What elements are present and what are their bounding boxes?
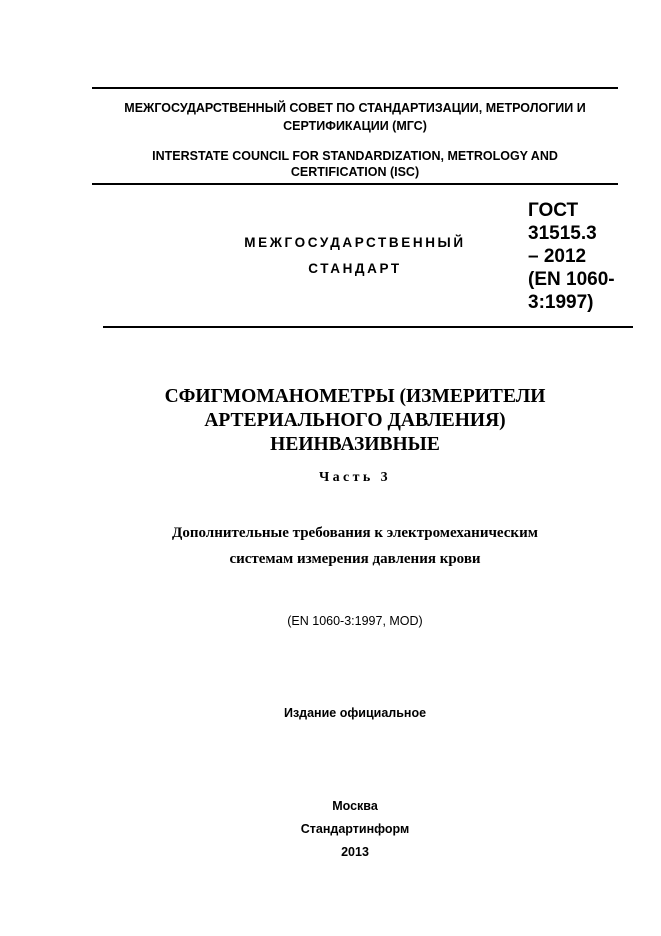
gost-number-line: 31515.3 bbox=[528, 223, 597, 244]
imprint-year: 2013 bbox=[341, 845, 369, 859]
document-title-line3: НЕИНВАЗИВНЫЕ bbox=[270, 434, 440, 455]
gost-number-line: – 2012 bbox=[528, 246, 587, 267]
council-en-line1: INTERSTATE COUNCIL FOR STANDARDIZATION, METROLOGY AND bbox=[152, 149, 558, 163]
gost-number-line: ГОСТ bbox=[528, 200, 579, 221]
gost-number-line: (EN 1060- bbox=[528, 269, 615, 290]
edition-label: Издание официальное bbox=[283, 706, 427, 720]
council-ru-line1: МЕЖГОСУДАРСТВЕННЫЙ СОВЕТ ПО СТАНДАРТИЗАЦИИ, МЕТРОЛОГИИ И bbox=[124, 101, 586, 115]
header-bottom-rule bbox=[92, 183, 618, 185]
standard-label-line1: МЕЖГОСУДАРСТВЕННЫЙ bbox=[244, 235, 466, 250]
part-label: Часть 3 bbox=[318, 470, 392, 485]
subtitle-line1: Дополнительные требования к электромеханическим bbox=[172, 525, 538, 541]
imprint-city: Москва bbox=[332, 799, 378, 813]
council-en-line2: CERTIFICATION (ISC) bbox=[290, 165, 420, 179]
designation-bottom-rule bbox=[103, 326, 633, 328]
standard-label-line2: СТАНДАРТ bbox=[308, 261, 402, 276]
document-title-line2: АРТЕРИАЛЬНОГО ДАВЛЕНИЯ) bbox=[204, 410, 506, 431]
top-rule bbox=[92, 87, 618, 89]
document-title-line1: СФИГМОМАНОМЕТРЫ (ИЗМЕРИТЕЛИ bbox=[164, 386, 546, 407]
gost-number-line: 3:1997) bbox=[528, 292, 594, 313]
council-ru-line2: СЕРТИФИКАЦИИ (МГС) bbox=[283, 119, 427, 133]
imprint-publisher: Стандартинформ bbox=[300, 822, 410, 836]
en-reference: (EN 1060-3:1997, MOD) bbox=[287, 614, 423, 628]
subtitle-line2: системам измерения давления крови bbox=[229, 551, 481, 567]
